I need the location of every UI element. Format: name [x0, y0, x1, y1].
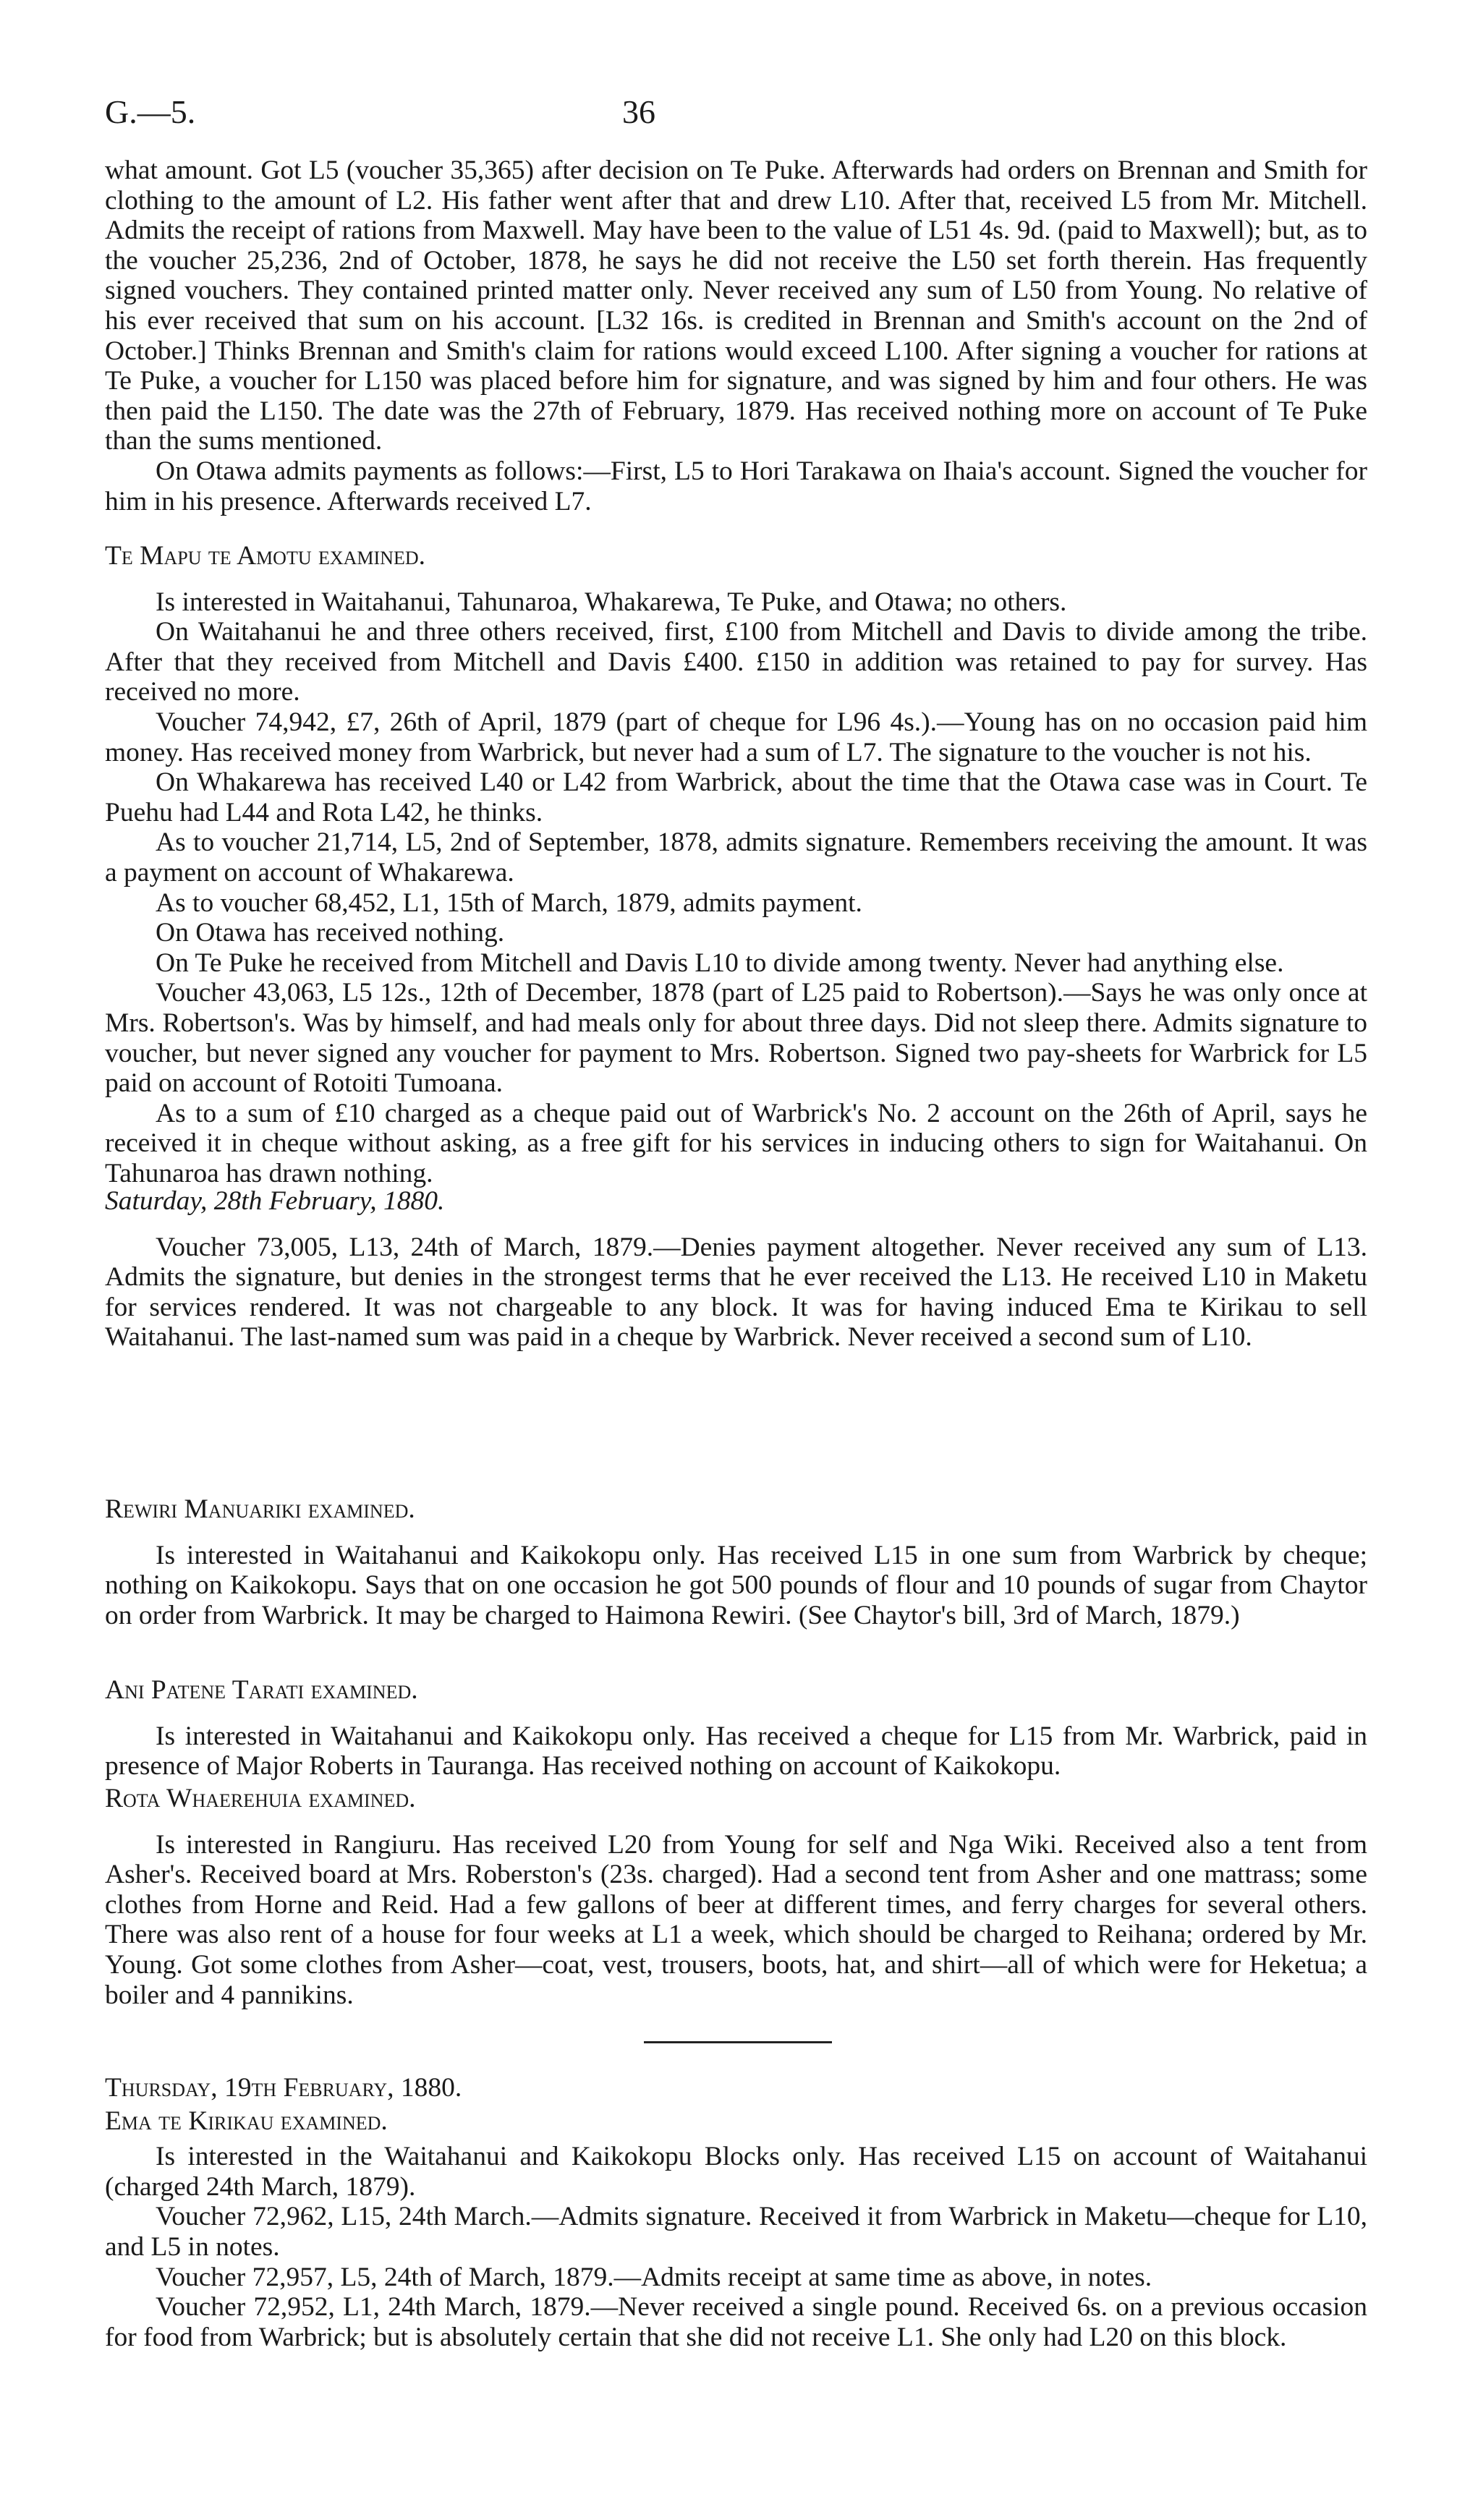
- paragraph: Voucher 72,957, L5, 24th of March, 1879.—Admits receipt at same time as above, in notes.: [156, 2262, 1152, 2292]
- section-heading: Ani Patene Tarati examined.: [105, 1675, 418, 1705]
- section-thursday: [105, 2073, 1367, 2352]
- page-number: 36: [622, 93, 655, 130]
- section-divider: [644, 2041, 832, 2043]
- section-ani-patene: [105, 1675, 1367, 1782]
- paragraph: As to a sum of £10 charged as a cheque paid out of Warbrick's No. 2 account on the 26th of April, says he received it in cheque without asking, as a free gift for his services in inducing others to sign for Waitahanui. On Tahunaroa has drawn nothing.: [105, 1098, 1367, 1188]
- paragraph: On Waitahanui he and three others received, first, £100 from Mitchell and Davis to divide among the tribe. After that they received from Mitchell and Davis £400. £150 in addition was retained to pay for survey. Has received no more.: [105, 617, 1367, 707]
- paragraph: On Te Puke he received from Mitchell and Davis L10 to divide among twenty. Never had anything else.: [156, 948, 1284, 978]
- section-heading: Rota Whaerehuia examined.: [105, 1784, 416, 1813]
- section-heading: Rewiri Manuariki examined.: [105, 1494, 415, 1524]
- section-heading: Te Mapu te Amotu examined.: [105, 541, 425, 571]
- section-te-mapu: [105, 541, 1367, 1188]
- section-continuation: [105, 156, 1367, 516]
- paragraph: Voucher 72,962, L15, 24th March.—Admits signature. Received it from Warbrick in Maketu—cheque for L10, and L5 in notes.: [105, 2202, 1367, 2262]
- paragraph: Is interested in the Waitahanui and Kaikokopu Blocks only. Has received L15 on account of Waitahanui (charged 24th March, 1879).: [105, 2142, 1367, 2202]
- paragraph: As to voucher 68,452, L1, 15th of March, 1879, admits payment.: [156, 887, 862, 918]
- paragraph: On Otawa admits payments as follows:—First, L5 to Hori Tarakawa on Ihaia's account. Signed the voucher for him in his presence. Afterwards received L7.: [105, 456, 1367, 516]
- section-heading: Ema te Kirikau examined.: [105, 2106, 388, 2136]
- section-saturday: [105, 1186, 1367, 1353]
- section-rewiri: [105, 1494, 1367, 1630]
- paragraph: Voucher 43,063, L5 12s., 12th of December, 1878 (part of L25 paid to Robertson).—Says he was only once at Mrs. Robertson's. Was by himself, and had meals only for about three days. Did not sleep there. Admits signature to voucher, but never signed any voucher for payment to Mrs. Robertson. Signed two pay-sheets for Warbrick for L5 paid on account of Rotoiti Tumoana.: [105, 978, 1367, 1099]
- paragraph: On Whakarewa has received L40 or L42 from Warbrick, about the time that the Otawa case was in Court. Te Puehu had L44 and Rota L42, he thinks.: [105, 767, 1367, 827]
- paragraph: On Otawa has received nothing.: [156, 918, 505, 948]
- document-reference: G.—5.: [105, 93, 196, 130]
- date-heading: Thursday, 19th February, 1880.: [105, 2073, 462, 2103]
- paragraph: Is interested in Rangiuru. Has received L20 from Young for self and Nga Wiki. Received also a tent from Asher's. Received board at Mrs. Roberston's (23s. charged). Had a second tent from Asher and one mattrass; some clothes from Horne and Reid. Had a few gallons of beer at different times, and ferry charges for several others. There was also rent of a house for four weeks at L1 a week, which should be charged to Reihana; ordered by Mr. Young. Got some clothes from Asher—coat, vest, trousers, boots, hat, and shirt—all of which were for Heketua; a boiler and 4 pannikins.: [105, 1829, 1367, 2010]
- paragraph: Is interested in Waitahanui, Tahunaroa, Whakarewa, Te Puke, and Otawa; no others.: [156, 587, 1067, 617]
- section-rota: [105, 1784, 1367, 2010]
- paragraph: As to voucher 21,714, L5, 2nd of September, 1878, admits signature. Remembers receiving the amount. It was a payment on account of Whakarewa.: [105, 827, 1367, 887]
- paragraph: Is interested in Waitahanui and Kaikokopu only. Has received L15 in one sum from Warbrick by cheque; nothing on Kaikokopu. Says that on one occasion he got 500 pounds of flour and 10 pounds of sugar from Chaytor on order from Warbrick. It may be charged to Haimona Rewiri. (See Chaytor's bill, 3rd of March, 1879.): [105, 1540, 1367, 1630]
- paragraph: Voucher 72,952, L1, 24th March, 1879.—Never received a single pound. Received 6s. on a previous occasion for food from Warbrick; but is absolutely certain that she did not receive L1. She only had L20 on this block.: [105, 2292, 1367, 2352]
- paragraph: Voucher 73,005, L13, 24th of March, 1879.—Denies payment altogether. Never received any sum of L13. Admits the signature, but denies in the strongest terms that he ever received the L13. He received L10 in Maketu for services rendered. It was not chargeable to any block. It was for having induced Ema te Kirikau to sell Waitahanui. The last-named sum was paid in a cheque by Warbrick. Never received a second sum of L10.: [105, 1232, 1367, 1353]
- paragraph: what amount. Got L5 (voucher 35,365) after decision on Te Puke. Afterwards had orders on Brennan and Smith for clothing to the amount of L2. His father went after that and drew L10. After that, received L5 from Mr. Mitchell. Admits the receipt of rations from Maxwell. May have been to the value of L51 4s. 9d. (paid to Maxwell); but, as to the voucher 25,236, 2nd of October, 1878, he says he did not receive the L50 set forth therein. Has frequently signed vouchers. They contained printed matter only. Never received any sum of L50 from Young. No relative of his ever received that sum on his account. [L32 16s. is credited in Brennan and Smith's account on the 2nd of October.] Thinks Brennan and Smith's claim for rations would exceed L100. After signing a voucher for rations at Te Puke, a voucher for L150 was placed before him for signature, and was signed by him and four others. He was then paid the L150. The date was the 27th of February, 1879. Has received nothing more on account of Te Puke than the sums mentioned.: [105, 156, 1367, 456]
- paragraph: Voucher 74,942, £7, 26th of April, 1879 (part of cheque for L96 4s.).—Young has on no occasion paid him money. Has received money from Warbrick, but never had a sum of L7. The signature to the voucher is not his.: [105, 707, 1367, 767]
- paragraph: Is interested in Waitahanui and Kaikokopu only. Has received a cheque for L15 from Mr. Warbrick, paid in presence of Major Roberts in Tauranga. Has received nothing on account of Kaikokopu.: [105, 1721, 1367, 1782]
- date-heading: Saturday, 28th February, 1880.: [105, 1186, 445, 1216]
